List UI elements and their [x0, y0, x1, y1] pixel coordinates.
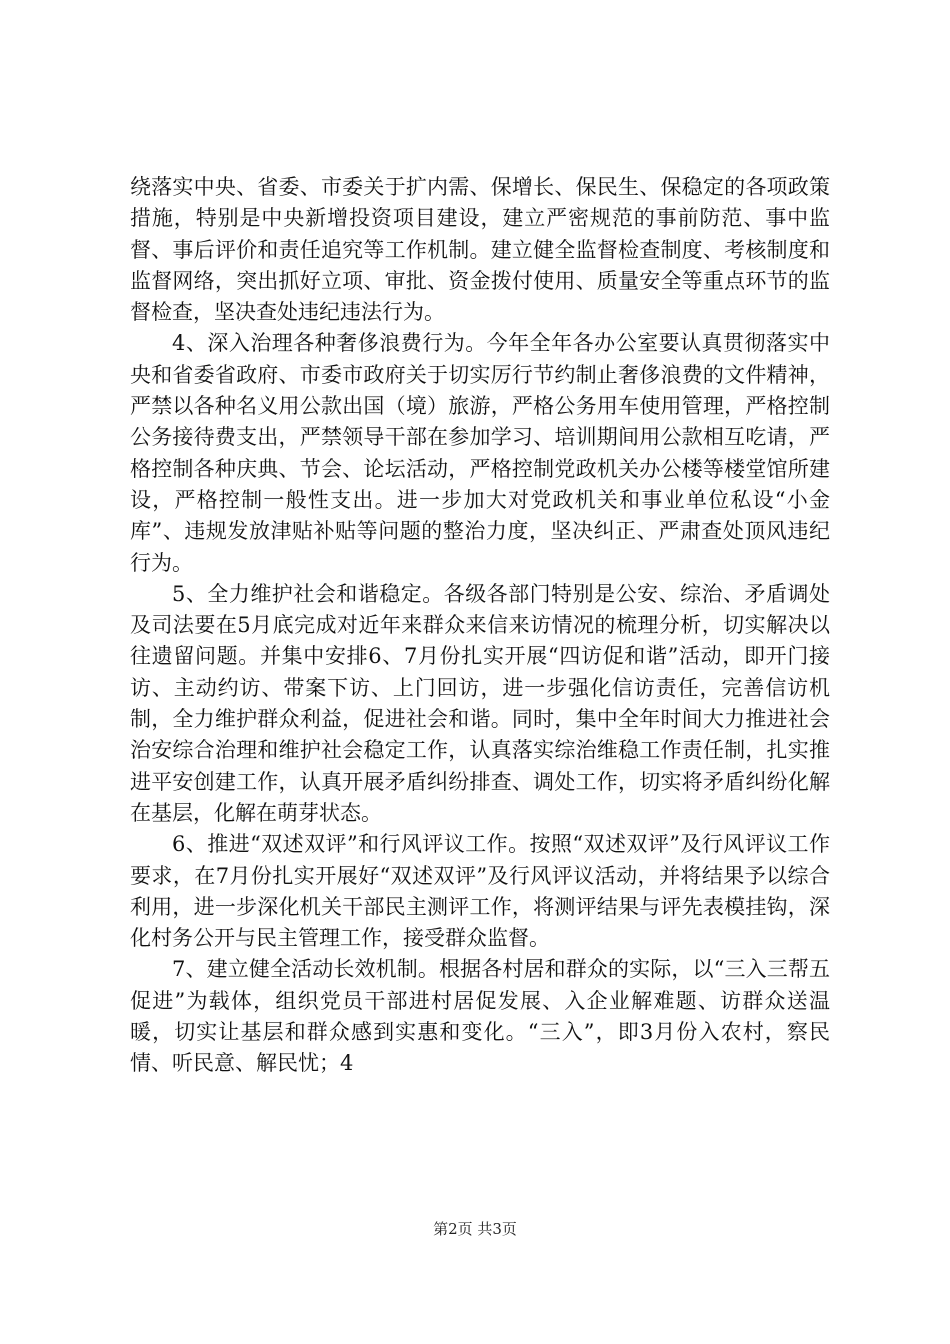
paragraph-item-6: 6、推进“双述双评”和行风评议工作。按照“双述双评”及行风评议工作要求，在7月份扎实开展好“双述双评”及行风评议活动，并将结果予以综合利用，进一步深化机关干部民主测评工作，将测评结果与评先表模挂钩，深化村务公开与民主管理工作，接受群众监督。	[130, 832, 830, 951]
page-footer	[0, 1218, 950, 1239]
paragraph-continuation: 绕落实中央、省委、市委关于扩内需、保增长、保民生、保稳定的各项政策措施，特别是中央新增投资项目建设，建立严密规范的事前防范、事中监督、事后评价和责任追究等工作机制。建立健全监督检查制度、考核制度和监督网络，突出抓好立项、审批、资金拨付使用、质量安全等重点环节的监督检查，坚决查处违纪违法行为。	[130, 175, 830, 325]
document-body	[130, 172, 830, 1080]
paragraph-item-5: 5、全力维护社会和谐稳定。各级各部门特别是公安、综治、矛盾调处及司法要在5月底完成对近年来群众来信来访情况的梳理分析，切实解决以往遗留问题。并集中安排6、7月份扎实开展“四访促和谐”活动，即开门接访、主动约访、带案下访、上门回访，进一步强化信访责任，完善信访机制，全力维护群众利益，促进社会和谐。同时，集中全年时间大力推进社会治安综合治理和维护社会稳定工作，认真落实综治维稳工作责任制，扎实推进平安创建工作，认真开展矛盾纠纷排查、调处工作，切实将矛盾纠纷化解在基层，化解在萌芽状态。	[130, 581, 830, 825]
paragraph-item-7: 7、建立健全活动长效机制。根据各村居和群众的实际，以“三入三帮五促进”为载体，组织党员干部进村居促发展、入企业解难题、访群众送温暖，切实让基层和群众感到实惠和变化。“三入”，即3月份入农村，察民情、听民意、解民忧；4	[130, 957, 830, 1076]
paragraph-item-4: 4、深入治理各种奢侈浪费行为。今年全年各办公室要认真贯彻落实中央和省委省政府、市委市政府关于切实厉行节约制止奢侈浪费的文件精神，严禁以各种名义用公款出国（境）旅游，严格公务用车使用管理，严格控制公务接待费支出，严禁领导干部在参加学习、培训期间用公款相互吃请，严格控制各种庆典、节会、论坛活动，严格控制党政机关办公楼等楼堂馆所建设，严格控制一般性支出。进一步加大对党政机关和事业单位私设“小金库”、违规发放津贴补贴等问题的整治力度，坚决纠正、严肃查处顶风违纪行为。	[130, 331, 830, 575]
page-number-label: 第2页 共3页	[433, 1220, 517, 1238]
